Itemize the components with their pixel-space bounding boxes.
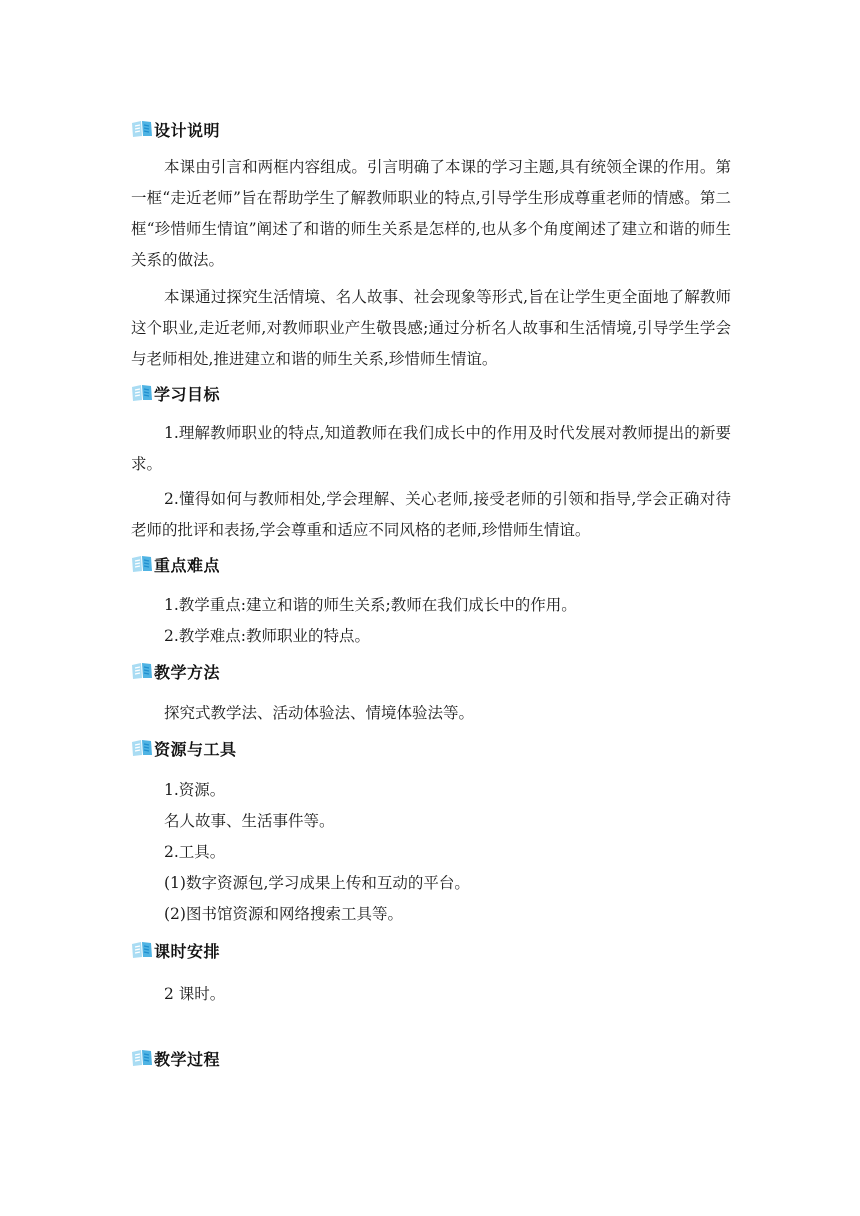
paragraph: 2.懂得如何与教师相处,学会理解、关心老师,接受老师的引领和指导,学会正确对待老师的批评和表扬,学会尊重和适应不同风格的老师,珍惜师生情谊。 [131, 490, 731, 539]
section-heading-methods [131, 660, 220, 682]
section-title: 设计说明 [154, 120, 221, 140]
paragraph: 1.理解教师职业的特点,知道教师在我们成长中的作用及时代发展对教师提出的新要求。 [131, 424, 731, 473]
section-title: 资源与工具 [154, 739, 237, 759]
section-heading-goals [131, 382, 220, 404]
section-title: 教学方法 [154, 662, 221, 682]
open-book-icon [131, 662, 153, 680]
text-line: 名人故事、生活事件等。 [164, 812, 335, 830]
paragraph: 本课由引言和两框内容组成。引言明确了本课的学习主题,具有统领全课的作用。第一框“走近老师”旨在帮助学生了解教师职业的特点,引导学生形成尊重老师的情感。第二框“珍惜师生情谊”阐述了和谐的师生关系是怎样的,也从多个角度阐述了建立和谐的师生关系的做法。 [131, 158, 731, 269]
section-heading-resources [131, 737, 237, 759]
text-line: (1)数字资源包,学习成果上传和互动的平台。 [164, 874, 470, 892]
section-title: 教学过程 [154, 1049, 221, 1069]
open-book-icon [131, 941, 153, 959]
text-line: 2.工具。 [164, 843, 226, 861]
paragraph: 本课通过探究生活情境、名人故事、社会现象等形式,旨在让学生更全面地了解教师这个职业,走近老师,对教师职业产生敬畏感;通过分析名人故事和生活情境,引导学生学会与老师相处,推进建立和谐的师生关系,珍惜师生情谊。 [131, 288, 731, 368]
open-book-icon [131, 555, 153, 573]
open-book-icon [131, 1049, 153, 1067]
section-heading-keypoints [131, 553, 220, 575]
open-book-icon [131, 739, 153, 757]
section-title: 重点难点 [154, 555, 221, 575]
text-line: 探究式教学法、活动体验法、情境体验法等。 [164, 704, 475, 722]
text-line: 1.资源。 [164, 781, 226, 799]
open-book-icon [131, 120, 153, 138]
section-heading-process [131, 1047, 220, 1069]
section-heading-schedule [131, 939, 220, 961]
section-heading-design [131, 118, 220, 140]
text-line: 2 课时。 [164, 985, 226, 1003]
open-book-icon [131, 384, 153, 402]
section-title: 学习目标 [154, 384, 221, 404]
section-title: 课时安排 [154, 941, 221, 961]
text-line: 1.教学重点:建立和谐的师生关系;教师在我们成长中的作用。 [164, 596, 577, 614]
text-line: 2.教学难点:教师职业的特点。 [164, 627, 371, 645]
text-line: (2)图书馆资源和网络搜索工具等。 [164, 905, 403, 923]
